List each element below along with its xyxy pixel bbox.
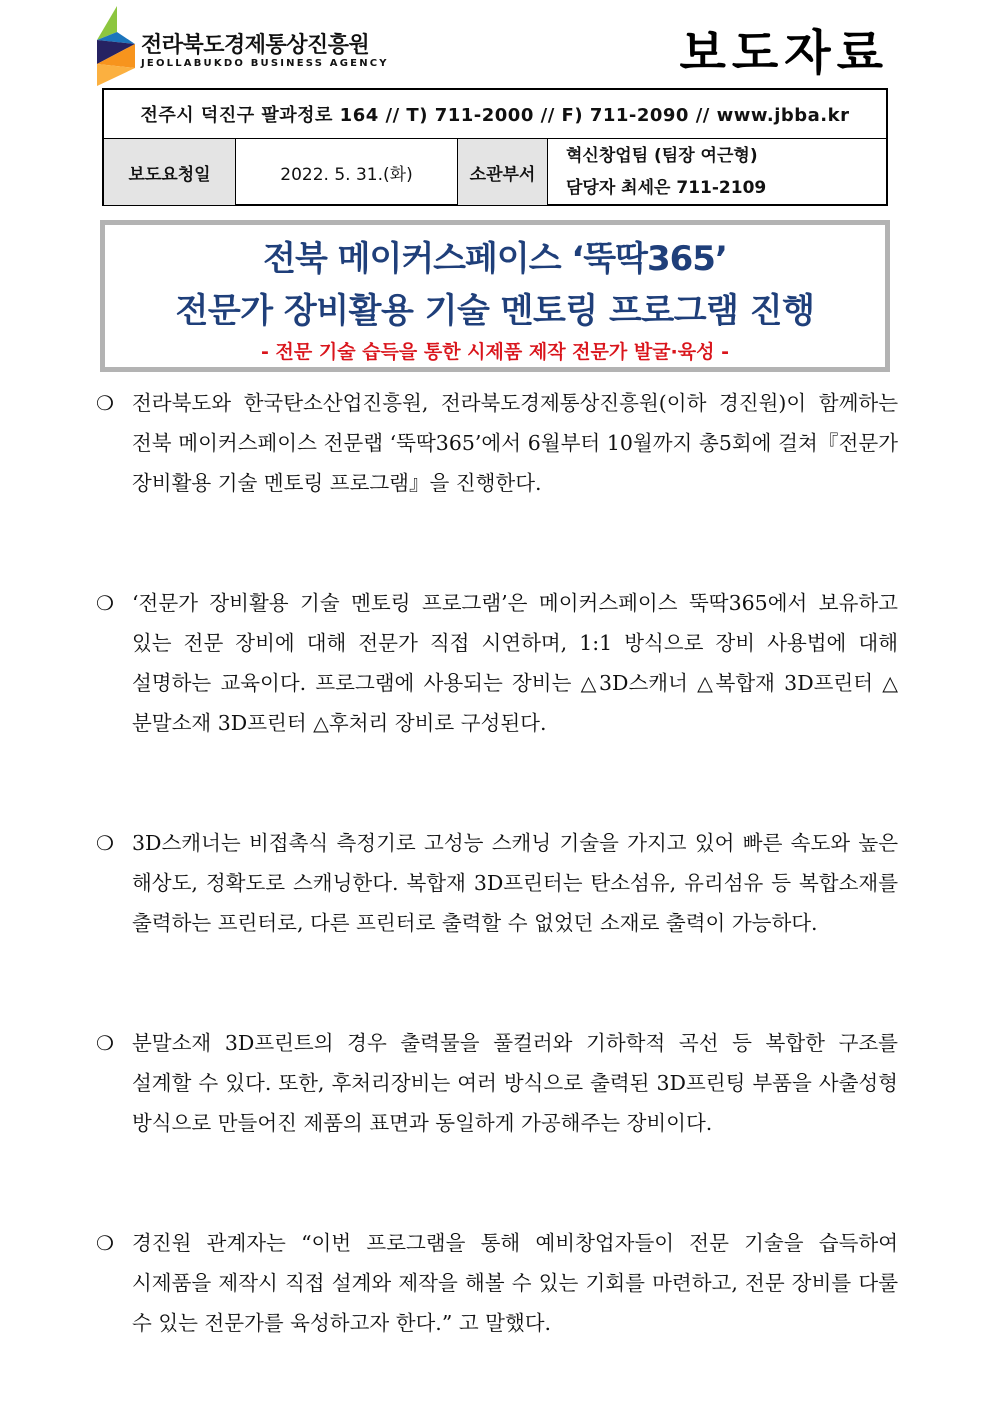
request-date-value: 2022. 5. 31.(화) [236, 139, 458, 205]
paragraph-text: 3D스캐너는 비접촉식 측정기로 고성능 스캐닝 기술을 가지고 있어 빠른 속도와 높은 해상도, 정확도로 스캐닝한다. 복합재 3D프린터는 탄소섬유, 유리섬유 등 복합소재를 출력하는 프린터로, 다른 프린터로 출력할 수 없었던 소재로 출력이 가능하다. [132, 831, 898, 935]
paragraph-text: ‘전문가 장비활용 기술 멘토링 프로그램’은 메이커스페이스 뚝딱365에서 보유하고 있는 전문 장비에 대해 전문가 직접 시연하며, 1:1 방식으로 장비 사용법에 대해 설명하는 교육이다. 프로그램에 사용되는 장비는 △3D스캐너 △복합재 3D프린터 △분말소재 3D프린터 △후처리 장비로 구성된다. [132, 591, 898, 735]
paragraph-text: 전라북도와 한국탄소산업진흥원, 전라북도경제통상진흥원(이하 경진원)이 함께하는 전북 메이커스페이스 전문랩 ‘뚝딱365’에서 6월부터 10월까지 총5회에 걸쳐『전문가 장비활용 기술 멘토링 프로그램』을 진행한다. [132, 391, 898, 495]
body-paragraph [96, 383, 898, 503]
body-paragraph [96, 1223, 898, 1343]
info-row [104, 139, 886, 205]
jbba-logo-icon [95, 6, 139, 86]
headline-subtitle: - 전문 기술 습득을 통한 시제품 제작 전문가 발굴·육성 - [261, 341, 729, 363]
org-name-ko: 전라북도경제통상진흥원 [141, 33, 370, 58]
bullet-icon: ❍ [96, 1231, 114, 1255]
contact-line: 전주시 덕진구 팔과정로 164 // T) 711-2000 // F) 711-2090 // www.jbba.kr [104, 90, 886, 139]
org-name-en: JEOLLABUKDO BUSINESS AGENCY [141, 58, 389, 69]
department-value: 혁신창업팀 (팀장 여근형) [566, 146, 758, 166]
department-label: 소관부서 [458, 139, 548, 205]
department-cell [548, 139, 886, 205]
request-date-label: 보도요청일 [104, 139, 236, 205]
contact-person: 담당자 최세은 711-2109 [566, 178, 767, 198]
bullet-icon: ❍ [96, 391, 114, 415]
info-table [102, 88, 888, 206]
bullet-icon: ❍ [96, 591, 114, 615]
bullet-icon: ❍ [96, 1031, 114, 1055]
body-paragraph [96, 1023, 898, 1143]
paragraph-text: 분말소재 3D프린트의 경우 출력물을 풀컬러와 기하학적 곡선 등 복합한 구조를 설계할 수 있다. 또한, 후처리장비는 여러 방식으로 출력된 3D프린팅 부품을 사출성형 방식으로 만들어진 제품의 표면과 동일하게 가공해주는 장비이다. [132, 1031, 898, 1135]
org-logo [95, 6, 389, 86]
body-paragraph [96, 823, 898, 943]
paragraph-text: 경진원 관계자는 “이번 프로그램을 통해 예비창업자들이 전문 기술을 습득하여 시제품을 제작시 직접 설계와 제작을 해볼 수 있는 기회를 마련하고, 전문 장비를 다룰 수 있는 전문가를 육성하고자 한다.” 고 말했다. [132, 1231, 898, 1335]
headline-line-2: 전문가 장비활용 기술 멘토링 프로그램 진행 [175, 291, 815, 331]
body-paragraph [96, 583, 898, 743]
doc-type-title: 보도자료 [679, 25, 889, 81]
headline-line-1: 전북 메이커스페이스 ‘뚝딱365’ [263, 239, 727, 279]
bullet-icon: ❍ [96, 831, 114, 855]
headline-box [100, 220, 890, 372]
